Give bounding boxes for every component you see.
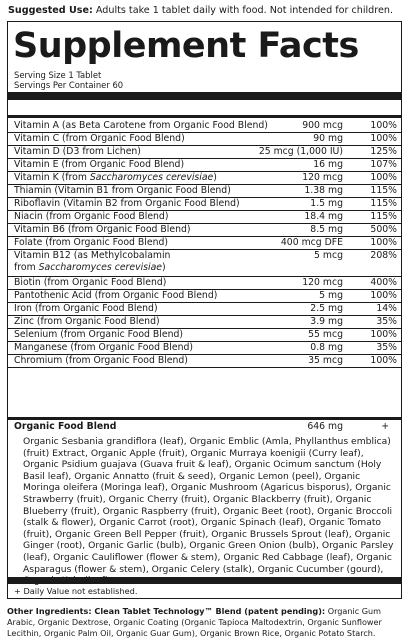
nutrient-dv: 35% bbox=[376, 342, 397, 353]
nutrient-amount: 5 mg bbox=[319, 290, 343, 301]
nutrient-name bbox=[14, 342, 193, 354]
nutrient-name bbox=[14, 250, 170, 274]
nutrient-dv: 500% bbox=[370, 224, 397, 235]
nutrient-name-italic: Saccharomyces cerevisiae bbox=[38, 262, 163, 274]
nutrient-name-text: ) bbox=[213, 172, 217, 183]
nutrient-dv: 100% bbox=[370, 120, 397, 131]
nutrient-name-text: Vitamin C (from Organic Food Blend) bbox=[14, 133, 185, 144]
table-row bbox=[8, 277, 401, 290]
nutrient-name bbox=[14, 329, 183, 341]
nutrient-name bbox=[14, 133, 185, 145]
nutrient-amount: 0.8 mg bbox=[310, 342, 343, 353]
nutrient-name-text: ) bbox=[162, 262, 166, 274]
blend-title: Organic Food Blend bbox=[14, 421, 117, 432]
table-row bbox=[8, 185, 401, 198]
nutrient-name-text: Zinc (from Organic Food Blend) bbox=[14, 316, 160, 327]
nutrient-name-text: Biotin (from Organic Food Blend) bbox=[14, 277, 167, 288]
medium-divider-blend bbox=[8, 417, 401, 420]
nutrient-dv: 100% bbox=[370, 133, 397, 144]
column-header bbox=[14, 101, 397, 113]
suggested-use bbox=[8, 5, 403, 17]
nutrient-dv: 100% bbox=[370, 290, 397, 301]
nutrient-dv: 400% bbox=[370, 277, 397, 288]
nutrient-name-text: Vitamin A (as Beta Carotene from Organic Food Blend) bbox=[14, 120, 268, 131]
medium-divider bbox=[8, 115, 401, 118]
nutrient-amount: 18.4 mg bbox=[304, 211, 343, 222]
nutrient-name bbox=[14, 211, 168, 223]
nutrient-dv: 35% bbox=[376, 316, 397, 327]
nutrient-amount: 120 mcg bbox=[302, 277, 343, 288]
nutrient-table bbox=[8, 120, 401, 368]
table-row bbox=[8, 211, 401, 224]
blend-dv: + bbox=[381, 421, 389, 432]
nutrient-name bbox=[14, 290, 217, 302]
nutrient-amount: 90 mg bbox=[313, 133, 343, 144]
nutrient-amount: 1.38 mg bbox=[304, 185, 343, 196]
nutrient-amount: 5 mcg bbox=[314, 250, 343, 261]
nutrient-name bbox=[14, 316, 160, 328]
serving-size: Serving Size 1 Tablet bbox=[14, 70, 102, 80]
nutrient-name bbox=[14, 224, 191, 236]
blend-amount: 646 mg bbox=[307, 421, 343, 432]
nutrient-name bbox=[14, 120, 268, 132]
table-row bbox=[8, 159, 401, 172]
nutrient-name-text: Vitamin B6 (from Organic Food Blend) bbox=[14, 224, 191, 235]
table-row bbox=[8, 120, 401, 133]
other-ingredients-text: Organic Gum Arabic, Organic Dextrose, Organic Coating (Organic Tapioca Maltodextrin, Organic Sunflower Lecithin, Organic Palm Oil, Organic Guar Gum), Organic Brown Rice, Organic Potato Starch. bbox=[7, 606, 382, 638]
nutrient-name-italic: Saccharomyces cerevisiae bbox=[89, 172, 214, 183]
nutrient-amount: 3.9 mg bbox=[310, 316, 343, 327]
nutrient-amount: 2.5 mg bbox=[310, 303, 343, 314]
nutrient-name bbox=[14, 237, 168, 249]
table-row bbox=[8, 133, 401, 146]
servings-per-container: Servings Per Container 60 bbox=[14, 80, 124, 90]
nutrient-dv: 100% bbox=[370, 237, 397, 248]
nutrient-name-text: Vitamin K (from bbox=[14, 172, 90, 183]
nutrient-name-text: Riboflavin (Vitamin B2 from Organic Food Blend) bbox=[14, 198, 240, 209]
nutrient-dv: 100% bbox=[370, 355, 397, 366]
other-ingredients bbox=[7, 606, 402, 639]
nutrient-name-text: Pantothenic Acid (from Organic Food Blend) bbox=[14, 290, 218, 301]
nutrient-name-text: Niacin (from Organic Food Blend) bbox=[14, 211, 169, 222]
nutrient-amount: 55 mcg bbox=[308, 329, 343, 340]
nutrient-amount: 120 mcg bbox=[302, 172, 343, 183]
nutrient-name-text: Thiamin (Vitamin B1 from Organic Food Blend) bbox=[14, 185, 231, 196]
table-row bbox=[8, 250, 401, 277]
nutrient-amount: 1.5 mg bbox=[310, 198, 343, 209]
other-ingredients-label: Other Ingredients: Clean Tablet Technology™ Blend (patent pending): bbox=[7, 606, 326, 616]
nutrient-name-text: Vitamin B12 (as Methylcobalamin bbox=[14, 250, 171, 261]
nutrient-name bbox=[14, 277, 166, 289]
table-row bbox=[8, 198, 401, 211]
thick-divider-bottom bbox=[8, 577, 401, 584]
table-row bbox=[8, 290, 401, 303]
nutrient-dv: 107% bbox=[370, 159, 397, 170]
nutrient-name-text: Folate (from Organic Food Blend) bbox=[14, 237, 168, 248]
table-row bbox=[8, 224, 401, 237]
nutrient-name-text: Iron (from Organic Food Blend) bbox=[14, 303, 158, 314]
nutrient-name bbox=[14, 146, 141, 158]
nutrient-dv: 100% bbox=[370, 329, 397, 340]
table-row bbox=[8, 316, 401, 329]
nutrient-name-text: Chromium (from Organic Food Blend) bbox=[14, 355, 188, 366]
nutrient-dv: 115% bbox=[370, 211, 397, 222]
table-row bbox=[8, 329, 401, 342]
nutrient-name bbox=[14, 198, 240, 210]
nutrient-amount: 900 mcg bbox=[302, 120, 343, 131]
nutrient-name-text: Manganese (from Organic Food Blend) bbox=[14, 342, 194, 353]
nutrient-dv: 14% bbox=[376, 303, 397, 314]
nutrient-amount: 25 mcg (1,000 IU) bbox=[258, 146, 343, 157]
nutrient-dv: 208% bbox=[370, 250, 397, 261]
nutrient-dv: 115% bbox=[370, 185, 397, 196]
thick-divider bbox=[8, 92, 401, 100]
supplement-facts-panel bbox=[7, 21, 402, 599]
nutrient-name bbox=[14, 355, 188, 367]
blend-ingredients: Organic Sesbania grandiflora (leaf), Organic Emblic (Amla, Phyllanthus emblica) (fruit) Extract, Organic Apple (fruit), Organic Murraya koenigii (Curry leaf), Organic Psidium guajava (Guava fruit & leaf), Organic Ocimum sanctum (Holy Basil leaf), Organic Annatto (fruit & seed), Organic Lemon (peel), Organic Moringa oleifera (Moringa leaf), Organic Mushroom (Agaricus bisporus), Organic Strawberry (fruit), Organic Cherry (fruit), Organic Blackberry (fruit), Organic Blueberry (fruit), Organic Raspberry (fruit), Organic Beet (root), Organic Broccoli (stalk & flower), Organic Carrot (root), Organic Spinach (leaf), Organic Tomato (fruit), Organic Green Bell Pepper (fruit), Organic Brussels Sprout (leaf), Organic Ginger (root), Organic Garlic (bulb), Organic Green Onion (bulb), Organic Parsley (leaf), Organic Cauliflower (flower & stem), Organic Red Cabbage (leaf), Organic Asparagus (flower & stem), Organic Celery (stalk), Organic Cucumber (gourd), bbox=[23, 436, 394, 575]
table-row bbox=[8, 342, 401, 355]
nutrient-name bbox=[14, 159, 184, 171]
nutrient-name-text: Selenium (from Organic Food Blend) bbox=[14, 329, 183, 340]
nutrient-dv: 100% bbox=[370, 172, 397, 183]
nutrient-dv: 125% bbox=[370, 146, 397, 157]
nutrient-name-text: from bbox=[14, 262, 39, 274]
nutrient-amount: 8.5 mg bbox=[310, 224, 343, 235]
panel-title: Supplement Facts bbox=[13, 26, 359, 66]
nutrient-name bbox=[14, 172, 217, 184]
nutrient-dv: 115% bbox=[370, 198, 397, 209]
nutrient-name bbox=[14, 303, 158, 315]
footnote: + Daily Value not established. bbox=[14, 586, 138, 596]
suggested-use-text: Adults take 1 tablet daily with food. Not intended for children. bbox=[92, 5, 393, 16]
nutrient-amount: 400 mcg DFE bbox=[280, 237, 343, 248]
suggested-use-label: Suggested Use: bbox=[8, 5, 93, 16]
table-row bbox=[8, 355, 401, 368]
nutrient-name-text: Vitamin D (D3 from Lichen) bbox=[14, 146, 141, 157]
nutrient-amount: 16 mg bbox=[313, 159, 343, 170]
nutrient-amount: 35 mcg bbox=[308, 355, 343, 366]
table-row bbox=[8, 303, 401, 316]
table-row bbox=[8, 237, 401, 250]
nutrient-name bbox=[14, 185, 231, 197]
nutrient-name-text: Vitamin E (from Organic Food Blend) bbox=[14, 159, 185, 170]
table-row bbox=[8, 146, 401, 159]
table-row bbox=[8, 172, 401, 185]
